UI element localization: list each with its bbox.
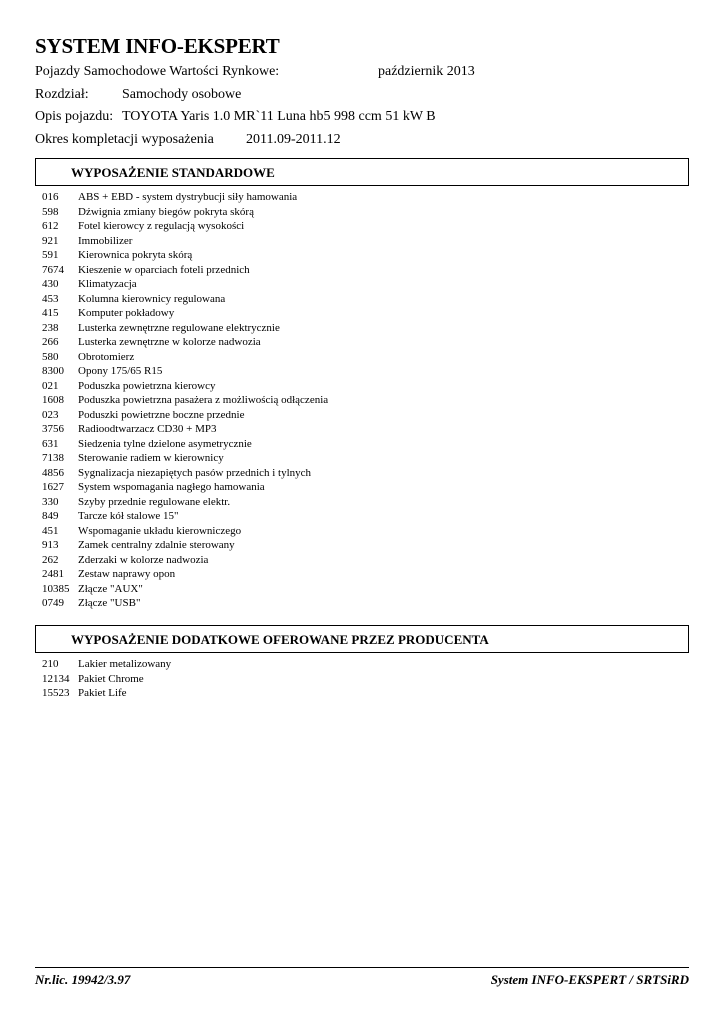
list-item <box>42 437 328 452</box>
item-code: 330 <box>42 495 59 508</box>
item-code: 262 <box>42 553 59 566</box>
item-name: Poduszka powietrzna pasażera z możliwością odłączenia <box>78 394 329 406</box>
item-code: 238 <box>42 321 59 334</box>
item-code: 598 <box>42 205 59 218</box>
item-code: 4856 <box>42 466 64 479</box>
item-name: Szyby przednie regulowane elektr. <box>78 495 231 508</box>
list-item <box>42 277 328 292</box>
item-code: 021 <box>42 379 59 392</box>
report-date: październik 2013 <box>378 64 475 79</box>
category-line <box>35 64 475 80</box>
section-value: Samochody osobowe <box>122 87 242 102</box>
vehicle-label: Opis pojazdu: <box>35 109 114 124</box>
optional-equipment-title: WYPOSAŻENIE DODATKOWE OFEROWANE PRZEZ PRODUCENTA <box>71 632 489 647</box>
period-label: Okres kompletacji wyposażenia <box>35 132 214 147</box>
list-item <box>42 219 328 234</box>
list-item <box>42 393 328 408</box>
item-name: Kieszenie w oparciach foteli przednich <box>78 263 250 276</box>
item-code: 8300 <box>42 365 64 377</box>
item-code: 7674 <box>42 263 64 276</box>
item-name: Radioodtwarzacz CD30 + MP3 <box>78 423 217 435</box>
item-name: Siedzenia tylne dzielone asymetrycznie <box>78 437 252 450</box>
item-name: System wspomagania nagłego hamowania <box>78 481 265 493</box>
item-name: Zderzaki w kolorze nadwozia <box>78 553 209 566</box>
item-name: Lakier metalizowany <box>78 658 172 670</box>
footer-license: Nr.lic. 19942/3.97 <box>35 972 131 987</box>
item-code: 12134 <box>42 672 70 685</box>
item-code: 3756 <box>42 423 64 435</box>
list-item <box>42 422 328 437</box>
list-item <box>42 306 328 321</box>
item-name: Komputer pokładowy <box>78 307 175 319</box>
item-code: 1608 <box>42 394 64 406</box>
section-label: Rozdział: <box>35 87 89 102</box>
item-name: Kierownica pokryta skórą <box>78 249 193 261</box>
category-label: Pojazdy Samochodowe Wartości Rynkowe: <box>35 64 280 79</box>
list-item <box>42 364 328 379</box>
list-item <box>42 190 328 205</box>
period-line <box>35 132 341 148</box>
item-code: 430 <box>42 278 59 290</box>
item-name: Sterowanie radiem w kierownicy <box>78 452 224 464</box>
item-code: 7138 <box>42 452 64 464</box>
list-item <box>42 657 171 672</box>
item-name: Dźwignia zmiany biegów pokryta skórą <box>78 205 254 218</box>
optional-equipment-list <box>42 657 171 701</box>
item-name: Obrotomierz <box>78 350 135 363</box>
item-code: 921 <box>42 234 59 247</box>
vehicle-line <box>35 109 436 125</box>
list-item <box>42 335 328 350</box>
list-item <box>42 292 328 307</box>
list-item <box>42 466 328 481</box>
list-item <box>42 263 328 278</box>
item-code: 266 <box>42 336 59 348</box>
item-code: 849 <box>42 510 59 522</box>
item-name: Immobilizer <box>78 234 133 247</box>
list-item <box>42 686 171 701</box>
item-code: 10385 <box>42 582 70 595</box>
item-code: 415 <box>42 307 59 319</box>
item-name: Sygnalizacja niezapiętych pasów przednich i tylnych <box>78 466 312 479</box>
item-name: Zestaw naprawy opon <box>78 568 176 580</box>
list-item <box>42 234 328 249</box>
list-item <box>42 451 328 466</box>
list-item <box>42 248 328 263</box>
list-item <box>42 205 328 220</box>
item-code: 016 <box>42 191 59 203</box>
list-item <box>42 567 328 582</box>
section-line <box>35 87 242 103</box>
list-item <box>42 321 328 336</box>
item-code: 451 <box>42 524 59 537</box>
list-item <box>42 495 328 510</box>
list-item <box>42 379 328 394</box>
footer-divider <box>35 967 689 968</box>
item-name: ABS + EBD - system dystrybucji siły hamowania <box>78 191 298 203</box>
item-name: Kolumna kierownicy regulowana <box>78 292 226 305</box>
item-code: 453 <box>42 292 59 305</box>
item-name: Złącze "USB" <box>78 597 141 609</box>
list-item <box>42 553 328 568</box>
item-code: 913 <box>42 539 59 551</box>
item-name: Poduszki powietrzne boczne przednie <box>78 408 245 421</box>
item-code: 210 <box>42 658 59 670</box>
item-code: 580 <box>42 350 59 363</box>
list-item <box>42 538 328 553</box>
list-item <box>42 480 328 495</box>
list-item <box>42 582 328 597</box>
list-item <box>42 509 328 524</box>
item-code: 023 <box>42 408 59 421</box>
list-item <box>42 350 328 365</box>
item-name: Fotel kierowcy z regulacją wysokości <box>78 220 245 232</box>
item-code: 15523 <box>42 687 70 699</box>
item-code: 2481 <box>42 568 64 580</box>
item-name: Klimatyzacja <box>78 278 137 290</box>
item-name: Poduszka powietrzna kierowcy <box>78 379 216 392</box>
item-code: 0749 <box>42 597 64 609</box>
item-code: 591 <box>42 249 59 261</box>
item-name: Zamek centralny zdalnie sterowany <box>78 539 235 551</box>
item-code: 631 <box>42 437 59 450</box>
vehicle-value: TOYOTA Yaris 1.0 MR`11 Luna hb5 998 ccm 51 kW B <box>122 109 436 124</box>
footer-system: System INFO-EKSPERT / SRTSiRD <box>490 972 689 987</box>
page-title: SYSTEM INFO-EKSPERT <box>35 34 280 58</box>
list-item <box>42 408 328 423</box>
standard-equipment-title: WYPOSAŻENIE STANDARDOWE <box>71 165 275 180</box>
item-name: Lusterka zewnętrzne w kolorze nadwozia <box>78 336 261 348</box>
list-item <box>42 524 328 539</box>
item-name: Tarcze kół stalowe 15" <box>78 510 179 522</box>
standard-equipment-header <box>35 158 689 186</box>
item-name: Wspomaganie układu kierowniczego <box>78 524 242 537</box>
standard-equipment-list <box>42 190 328 611</box>
item-name: Złącze "AUX" <box>78 582 143 595</box>
item-name: Opony 175/65 R15 <box>78 365 163 377</box>
period-value: 2011.09-2011.12 <box>246 132 341 147</box>
item-name: Pakiet Chrome <box>78 672 144 685</box>
item-code: 612 <box>42 220 59 232</box>
item-name: Lusterka zewnętrzne regulowane elektrycznie <box>78 321 280 334</box>
list-item <box>42 672 171 687</box>
list-item <box>42 596 328 611</box>
optional-equipment-header <box>35 625 689 653</box>
item-name: Pakiet Life <box>78 687 127 699</box>
item-code: 1627 <box>42 481 64 493</box>
